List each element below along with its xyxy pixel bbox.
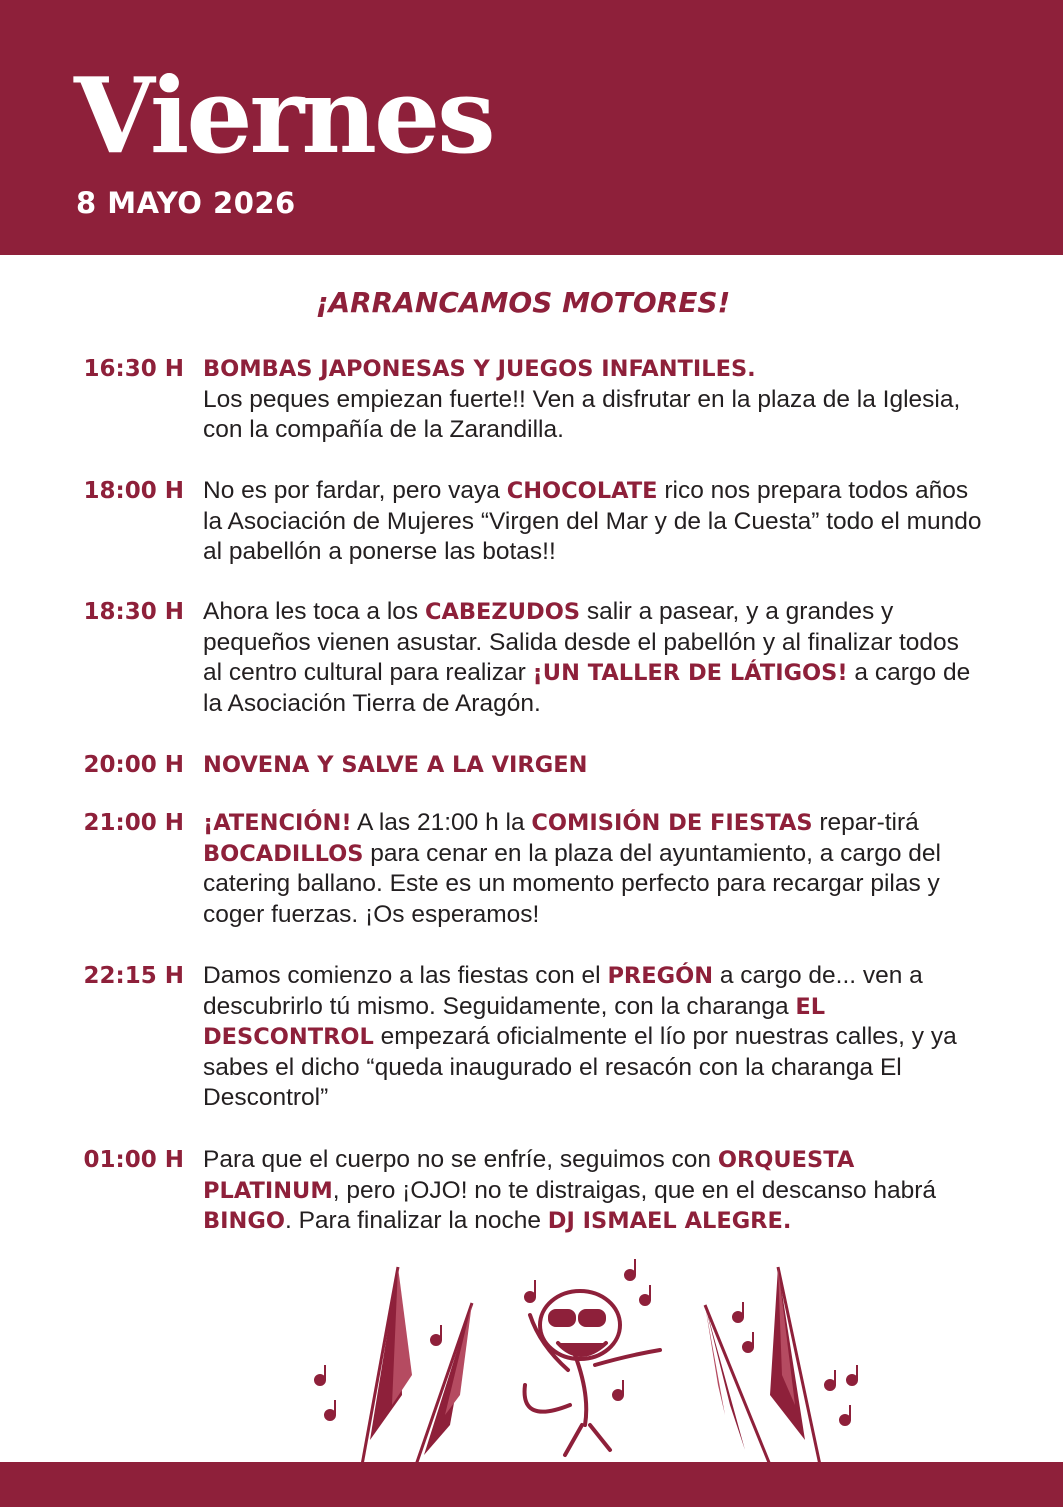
event-description [203,476,983,568]
event-description [203,354,983,446]
event-time: 18:00 H [83,478,184,504]
event-highlight: NOVENA Y SALVE A LA VIRGEN [203,752,588,778]
flag-icon [416,1303,472,1465]
event-text: . Para finalizar la noche [284,1207,548,1234]
event-text: repar-tirá [812,809,919,836]
event-text: a cargo de la Asociación Tierra de Aragón. [203,659,971,717]
event-text: salir a pasear, y a grandes y pequeños vienen asustar. Salida desde el pabellón y al finalizar todos al centro cultural para realizar [203,598,959,686]
event-time: 22:15 H [83,963,184,989]
event-highlight: BOMBAS JAPONESAS Y JUEGOS INFANTILES. [203,356,756,382]
event-highlight: BOCADILLOS [203,840,364,867]
event-highlight: PREGÓN [607,963,714,989]
event-text: a cargo de... ven a descubrirlo tú mismo. Seguidamente, con la charanga [203,962,923,1020]
schedule-item [0,750,1063,781]
event-time: 18:30 H [83,599,184,625]
event-text: Para que el cuerpo no se enfríe, seguimos con [203,1146,718,1173]
event-highlight: ORQUESTA PLATINUM [203,1147,855,1204]
event-text: No es por fardar, pero vaya [203,477,507,504]
schedule-item [0,808,1063,930]
event-time: 01:00 H [83,1147,184,1173]
flag-icon [770,1267,820,1465]
event-text: Damos comienzo a las fiestas con el [203,962,608,989]
event-time: 21:00 H [83,810,184,836]
schedule-item [0,476,1063,568]
schedule-item [0,354,1063,446]
event-text: A las 21:00 h la [351,809,532,836]
header-band [0,0,1063,255]
schedule-item [0,597,1063,719]
event-text: , pero ¡OJO! no te distraigas, que en el descanso habrá [332,1176,937,1204]
event-text: Ahora les toca a los [203,598,425,625]
schedule-item [0,1145,1063,1237]
event-highlight: ¡UN TALLER DE LÁTIGOS! [532,660,848,686]
schedule-item [0,961,1063,1114]
flag-icon [362,1267,412,1465]
event-description [203,750,983,781]
event-time: 20:00 H [83,752,184,778]
event-highlight: CHOCOLATE [506,478,658,504]
event-description [203,597,983,719]
event-highlight: COMISIÓN DE FIESTAS [531,810,813,836]
section-subtitle: ¡ARRANCAMOS MOTORES! [315,286,731,319]
event-text: para cenar en la plaza del ayuntamiento, a cargo del catering ballano. Este es un momento perfecto para recargar pilas y coger fuerzas. ¡Os esperamos! [203,839,941,928]
page-title: Viernes [74,54,493,177]
event-highlight: ¡ATENCIÓN! [203,810,352,836]
event-date: 8 MAYO 2026 [76,186,296,220]
event-highlight: BINGO [203,1208,285,1234]
event-description [203,961,983,1114]
event-highlight: EL DESCONTROL [203,993,826,1050]
flag-icon [705,1305,770,1465]
event-highlight: CABEZUDOS [424,599,581,625]
dancing-lizard-icon [525,1291,660,1455]
event-highlight: DJ ISMAEL ALEGRE. [547,1208,792,1234]
event-text: Los peques empiezan fuerte!! Ven a disfrutar en la plaza de la Iglesia, con la compañía de la Zarandilla. [203,385,961,443]
event-description [203,1145,983,1237]
event-text: empezará oficialmente el lío por nuestras calles, y ya sabes el dicho “queda inaugurado el resacón con la charanga El Descontrol” [203,1023,957,1111]
footer-band [0,1462,1063,1507]
event-text: rico nos prepara todos años la Asociación de Mujeres “Virgen del Mar y de la Cuesta” todo el mundo al pabellón a ponerse las botas!! [203,477,982,565]
festival-illustration [300,1255,880,1465]
event-description [203,808,983,930]
event-time: 16:30 H [83,356,184,382]
